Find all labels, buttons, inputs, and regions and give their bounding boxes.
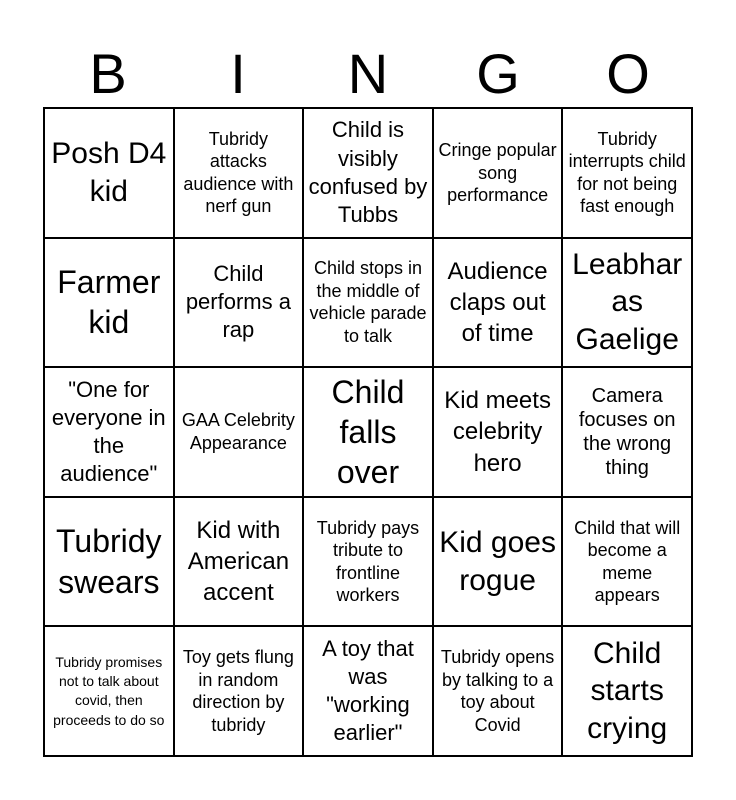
bingo-cell-r3-c2[interactable]: [174, 367, 304, 497]
bingo-cell-r2-c2[interactable]: [174, 238, 304, 368]
bingo-cell-r1-c3[interactable]: [303, 108, 433, 238]
bingo-cell-r3-c5[interactable]: [562, 367, 692, 497]
cell-text: Child performs a rap: [185, 261, 291, 343]
cell-text: Posh D4 kid: [51, 137, 167, 208]
bingo-cell-r3-c1[interactable]: [44, 367, 174, 497]
header-letter-b: B: [89, 42, 127, 105]
bingo-cell-r2-c5[interactable]: [562, 238, 692, 368]
bingo-cell-r4-c1[interactable]: [44, 497, 174, 627]
header-letter-i: I: [230, 42, 246, 105]
cell-text: Tubridy interrupts child for not being fast enough: [568, 128, 686, 217]
bingo-cell-r1-c2[interactable]: [174, 108, 304, 238]
cell-text: Tubridy opens by talking to a toy about Covid: [440, 647, 555, 735]
cell-text: Kid meets celebrity hero: [444, 387, 551, 477]
bingo-cell-r3-c4[interactable]: [433, 367, 563, 497]
cell-text: Audience claps out of time: [447, 257, 548, 347]
cell-text: Child stops in the middle of vehicle parade to talk: [309, 258, 427, 346]
bingo-cell-r5-c2[interactable]: [174, 626, 304, 756]
cell-text: Tubridy swears: [56, 523, 162, 600]
cell-text: Child that will become a meme appears: [574, 517, 681, 606]
bingo-board: [43, 107, 693, 757]
cell-text: "One for everyone in the audience": [51, 376, 166, 487]
bingo-cell-r1-c1[interactable]: [44, 108, 174, 238]
bingo-cell-r4-c4[interactable]: [433, 497, 563, 627]
cell-text: Farmer kid: [57, 264, 161, 341]
header-letter-o: O: [606, 42, 650, 105]
cell-text: A toy that was "working earlier": [322, 635, 414, 746]
cell-text: Camera focuses on the wrong thing: [578, 384, 676, 479]
bingo-cell-r5-c4[interactable]: [433, 626, 563, 756]
cell-text: Child starts crying: [587, 636, 668, 746]
bingo-cell-r5-c1[interactable]: [44, 626, 174, 756]
cell-text: Child falls over: [331, 373, 405, 491]
cell-text: Cringe popular song performance: [438, 140, 557, 206]
cell-text: GAA Celebrity Appearance: [181, 410, 295, 453]
bingo-cell-r2-c3[interactable]: [303, 238, 433, 368]
bingo-cell-r2-c1[interactable]: [44, 238, 174, 368]
bingo-cell-r5-c3[interactable]: [303, 626, 433, 756]
cell-text: Child is visibly confused by Tubbs: [308, 117, 428, 227]
bingo-cell-r4-c2[interactable]: [174, 497, 304, 627]
header-letter-g: G: [476, 42, 520, 105]
bingo-cell-r5-c5[interactable]: [562, 626, 692, 756]
bingo-cell-r2-c4[interactable]: [433, 238, 563, 368]
cell-text: Leabhar as Gaelige: [572, 247, 683, 357]
cell-text: Tubridy pays tribute to frontline workers: [316, 517, 420, 606]
bingo-header: [43, 40, 693, 108]
bingo-cell-r3-c3[interactable]: [303, 367, 433, 497]
cell-text: Tubridy promises not to talk about covid, then proceeds to do so: [53, 653, 165, 728]
cell-text: Kid with American accent: [187, 516, 290, 607]
cell-text: Toy gets flung in random direction by tubridy: [182, 647, 294, 735]
header-letter-n: N: [347, 42, 389, 105]
bingo-cell-r4-c5[interactable]: [562, 497, 692, 627]
cell-text: Kid goes rogue: [439, 525, 556, 597]
bingo-cell-r1-c4[interactable]: [433, 108, 563, 238]
bingo-cell-r1-c5[interactable]: [562, 108, 692, 238]
cell-text: Tubridy attacks audience with nerf gun: [183, 128, 294, 217]
bingo-cell-r4-c3[interactable]: [303, 497, 433, 627]
